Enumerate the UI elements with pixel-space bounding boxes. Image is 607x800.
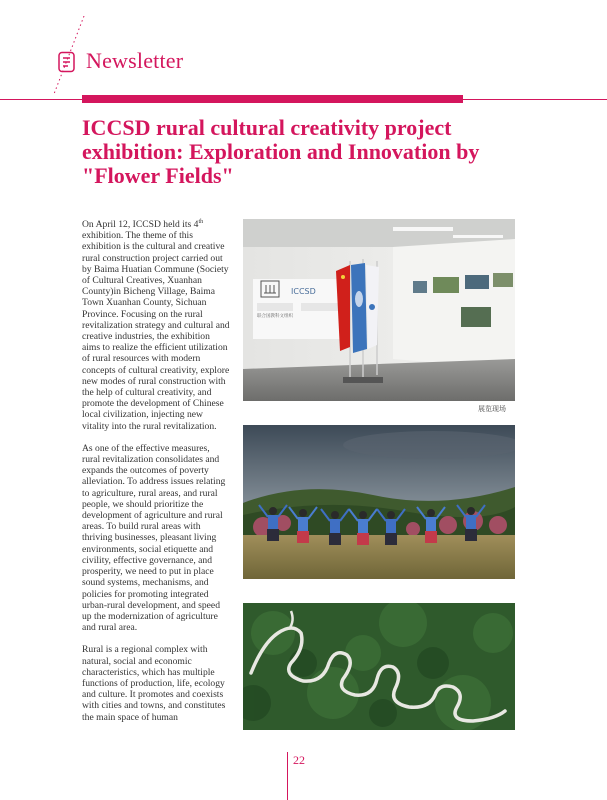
performers-field-photo bbox=[243, 425, 515, 579]
sign-chinese-text: 联合国教科文组织 bbox=[257, 314, 293, 319]
paragraph-3: Rural is a regional complex with natural, social and economic characteristics, which has multiple functions of production, life, ecology and culture. It promotes and coexists with cities and towns, and constitutes the main space of human bbox=[82, 644, 226, 723]
paragraph-1-start: On April 12, ICCSD held its 4 bbox=[82, 219, 199, 230]
page-number-divider bbox=[287, 752, 288, 800]
article-body bbox=[82, 219, 230, 734]
photo-caption: 展览现场 bbox=[478, 405, 506, 413]
article-headline: ICCSD rural cultural creativity project exhibition: Exploration and Innovation by "Flower Fields" bbox=[82, 115, 480, 188]
document-list-icon bbox=[57, 51, 77, 73]
sign-logo-text: ICCSD bbox=[291, 287, 316, 296]
page-number: 22 bbox=[293, 753, 305, 767]
paragraph-1-rest: exhibition. The theme of this exhibition is the cultural and creative rural construction project carried out by Baima Huatian Commune (Society of Cultural Creatives, Xuanhan County)in Bicheng Village, Baima Town Xuanhan County, Sichuan Province. Focusing on the rural revitalization strategy and cultural and creative industries, the exhibition aims to realize the efficient utilization of rural resources with modern concepts of cultural creativity, explore new modes of rural construction with the help of cultural creativity, and promote the development of Chinese local civilization, injecting new vitality into the rural revitalization. bbox=[82, 230, 230, 432]
paragraph-1 bbox=[82, 219, 230, 432]
section-title: Newsletter bbox=[86, 48, 184, 73]
exhibition-hall-photo bbox=[243, 219, 515, 401]
paragraph-2: As one of the effective measures, rural revitalization consolidates and expands the outcomes of poverty alleviation. To address issues relating to agriculture, rural areas, and rural people, we should prioritize the development of agriculture and rural areas. To build rural areas with thriving businesses, pleasant living environments, social etiquette and civility, effective governance, and prosperity, we need to put in place sound systems, mechanisms, and policies for promoting integrated urban-rural development, and speed up the modernization of agriculture and rural area. bbox=[82, 442, 226, 634]
ordinal-suffix: th bbox=[198, 218, 204, 225]
aerial-road-photo bbox=[243, 603, 515, 730]
header-accent-bar bbox=[82, 95, 463, 103]
